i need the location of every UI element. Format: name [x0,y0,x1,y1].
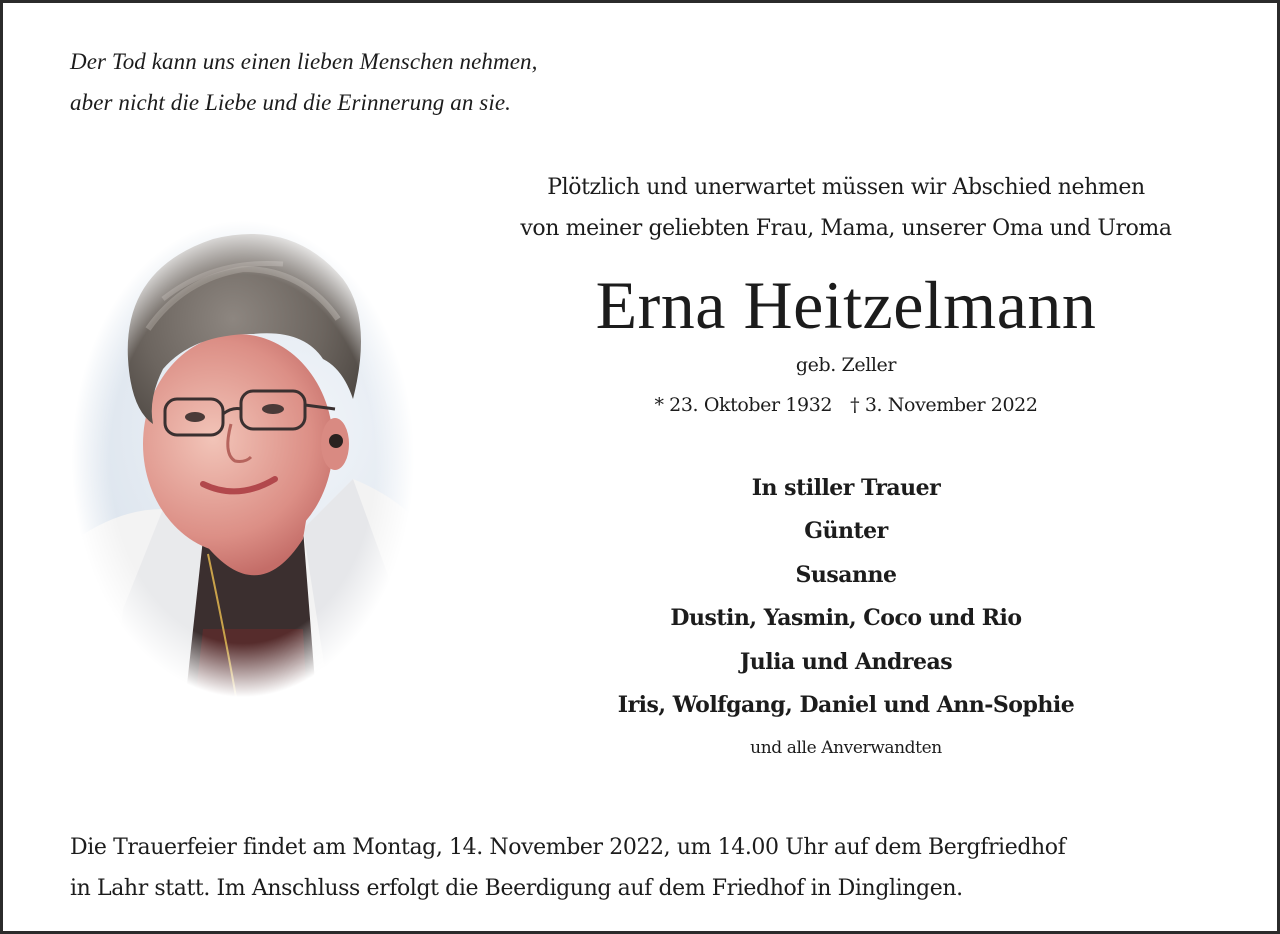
mourner-name: Julia und Andreas [739,648,953,675]
intro-line-2: von meiner geliebten Frau, Mama, unserer Oma und Uroma [520,216,1172,241]
funeral-notice-line-2: in Lahr statt. Im Anschluss erfolgt die Beerdigung auf dem Friedhof in Dinglingen. [70,876,963,901]
birth-date: * 23. Oktober 1932 [654,394,833,416]
death-date: † 3. November 2022 [850,394,1038,416]
portrait-photo [53,209,433,721]
mourners-list [443,467,1249,727]
maiden-name: geb. Zeller [795,354,897,376]
mourner-name: Susanne [795,561,897,588]
obituary-notice [3,3,1277,931]
intro-line-1: Plötzlich und unerwartet müssen wir Abschied nehmen [547,175,1145,200]
funeral-notice-line-1: Die Trauerfeier findet am Montag, 14. November 2022, um 14.00 Uhr auf dem Bergfriedhof [70,835,1066,860]
life-dates [443,390,1249,420]
intro-text [443,167,1249,249]
memorial-quote [70,41,537,123]
mourner-name: Iris, Wolfgang, Daniel und Ann-Sophie [617,692,1075,719]
mourner-name: Dustin, Yasmin, Coco und Rio [670,605,1022,632]
deceased-name: Erna Heitzelmann [595,267,1097,343]
memorial-quote-line-2: aber nicht die Liebe und die Erinnerung an sie. [70,90,511,115]
relatives-note: und alle Anverwandten [750,738,942,758]
memorial-quote-line-1: Der Tod kann uns einen lieben Menschen nehmen, [70,49,538,74]
funeral-notice [70,827,1065,909]
mourners-heading: In stiller Trauer [751,475,941,501]
mourner-name: Günter [804,518,888,545]
